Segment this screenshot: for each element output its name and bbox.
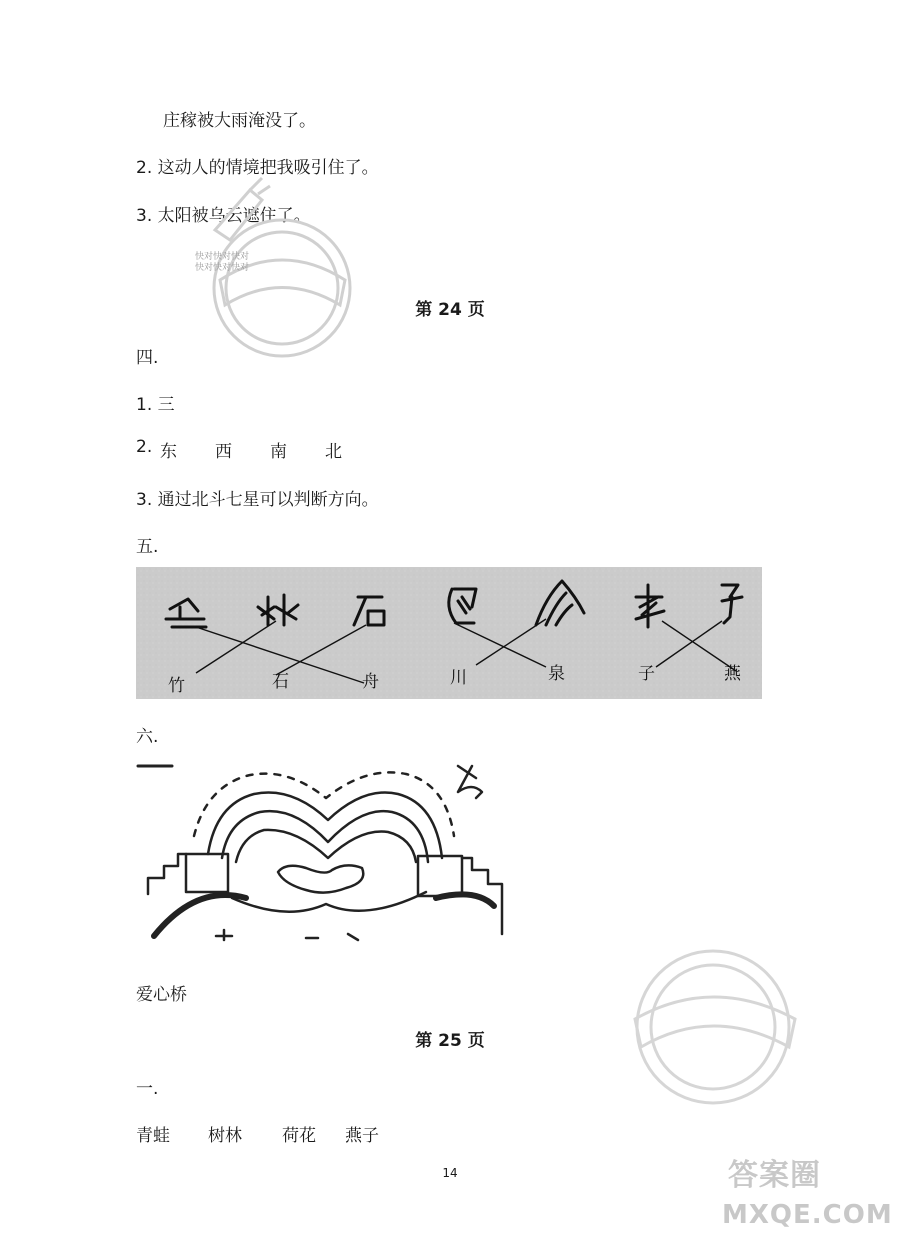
section-6-answer: 爱心桥 (136, 985, 187, 1005)
watermark-text-line-2: 快对快对快对 (195, 263, 250, 273)
brand-watermark-url: MXQE.COM (722, 1200, 893, 1230)
character-matching-figure (136, 567, 762, 699)
page-number: 14 (442, 1166, 458, 1180)
q1-answer: 1. 三 (136, 395, 175, 415)
direction-east: 东 (160, 442, 177, 462)
word-frog: 青蛙 (136, 1126, 170, 1146)
watermark-text (195, 252, 249, 274)
word-swallow: 燕子 (345, 1126, 379, 1146)
direction-south: 南 (270, 442, 287, 462)
section-4-label: 四. (136, 348, 159, 368)
q3-answer: 3. 通过北斗七星可以判断方向。 (136, 490, 379, 510)
word-woods: 树林 (208, 1126, 242, 1146)
section-5-label: 五. (136, 537, 159, 557)
match-label-stone: 石 (272, 672, 289, 692)
answer-line-2: 2. 这动人的情境把我吸引住了。 (136, 158, 379, 178)
match-label-spring: 泉 (548, 664, 565, 684)
match-label-child: 子 (638, 664, 655, 684)
heart-bridge-drawing (136, 758, 516, 943)
direction-west: 西 (215, 442, 232, 462)
match-label-swallow: 燕 (724, 664, 741, 684)
answer-line-1: 庄稼被大雨淹没了。 (163, 111, 316, 131)
match-label-river: 川 (450, 668, 467, 688)
match-label-boat: 舟 (362, 672, 379, 692)
section-6-label: 六. (136, 727, 159, 747)
q2-prefix: 2. (136, 437, 153, 457)
page-24-heading: 第 24 页 (415, 300, 485, 320)
watermark-text-line-1: 快对快对快对 (195, 252, 250, 262)
brand-watermark-cn: 答案圈 (728, 1158, 821, 1193)
answer-line-3: 3. 太阳被乌云遮住了。 (136, 206, 311, 226)
kuaidui-watermark-bottom (605, 935, 805, 1115)
p25-section-1-label: 一. (136, 1079, 159, 1099)
word-lotus: 荷花 (282, 1126, 316, 1146)
match-label-bamboo: 竹 (168, 676, 185, 696)
page-25-heading: 第 25 页 (415, 1031, 485, 1051)
direction-north: 北 (325, 442, 342, 462)
